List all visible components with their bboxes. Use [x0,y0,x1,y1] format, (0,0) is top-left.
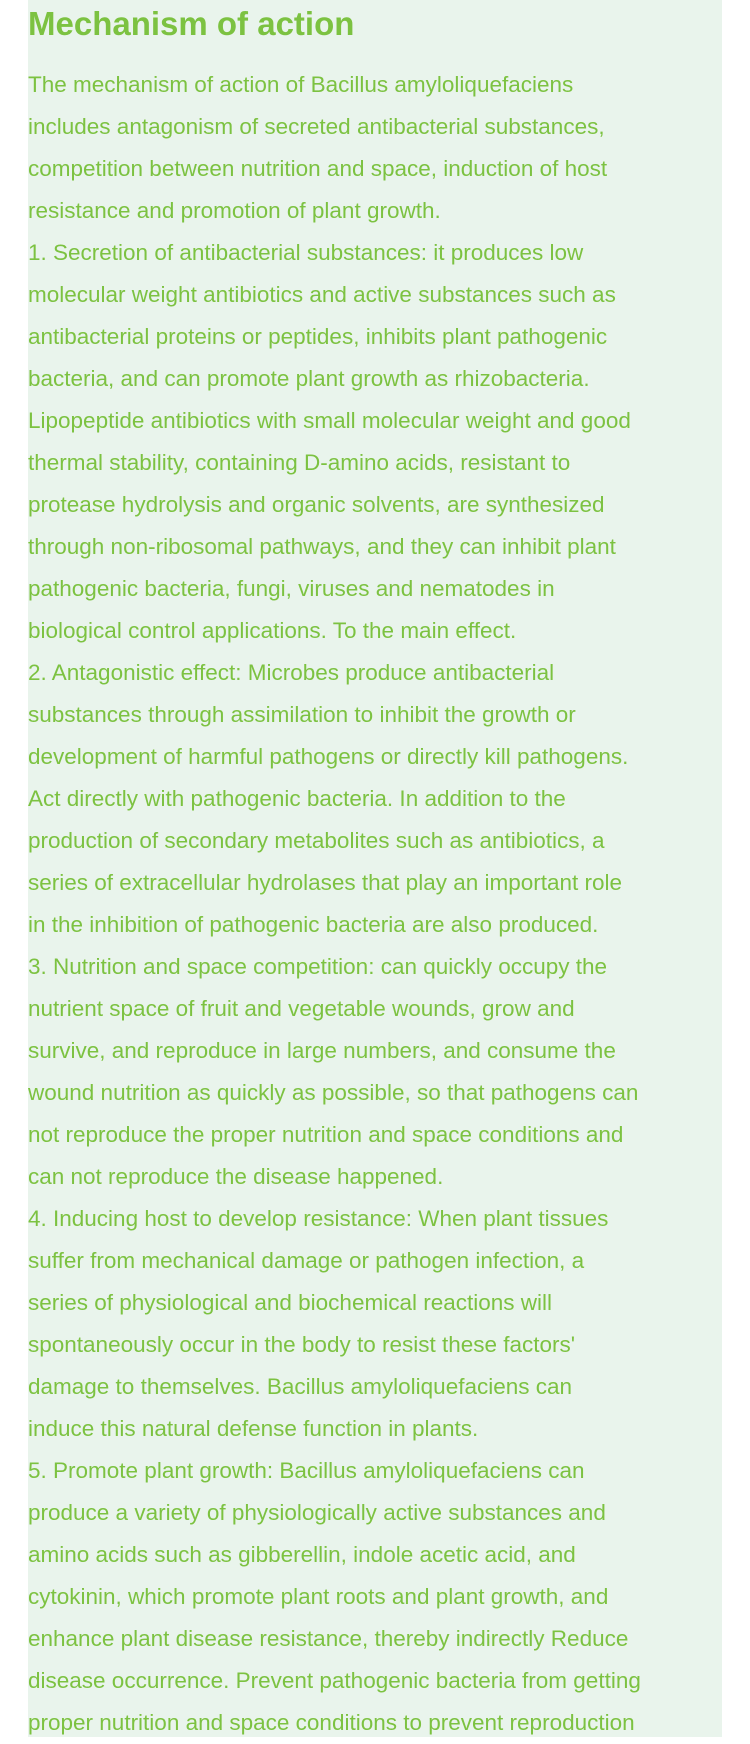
body-line: enhance plant disease resistance, thereby indirectly Reduce [28,1626,629,1651]
body-line: bacteria, and can promote plant growth as rhizobacteria. [28,366,590,391]
body-line: through non-ribosomal pathways, and they can inhibit plant [28,534,616,559]
body-line: protease hydrolysis and organic solvents, are synthesized [28,492,605,517]
body-line: can not reproduce the disease happened. [28,1164,444,1189]
body-line: disease occurrence. Prevent pathogenic bacteria from getting [28,1668,641,1693]
body-line: pathogenic bacteria, fungi, viruses and nematodes in [28,576,555,601]
body-line: antibacterial proteins or peptides, inhibits plant pathogenic [28,324,608,349]
body-line: proper nutrition and space conditions to prevent reproduction [28,1710,635,1735]
body-line: includes antagonism of secreted antibacterial substances, [28,114,605,139]
body-line: cytokinin, which promote plant roots and plant growth, and [28,1584,609,1609]
body-line: development of harmful pathogens or directly kill pathogens. [28,744,629,769]
body-line: 4. Inducing host to develop resistance: When plant tissues [28,1206,609,1231]
body-line: survive, and reproduce in large numbers, and consume the [28,1038,616,1063]
body-line: induce this natural defense function in plants. [28,1416,479,1441]
body-line: competition between nutrition and space, induction of host [28,156,608,181]
body-line: production of secondary metabolites such as antibiotics, a [28,828,605,853]
body-line: 2. Antagonistic effect: Microbes produce antibacterial [28,660,555,685]
body-line: 1. Secretion of antibacterial substances: it produces low [28,240,584,265]
body-line: 5. Promote plant growth: Bacillus amyloliquefaciens can [28,1458,585,1483]
body-line: not reproduce the proper nutrition and space conditions and [28,1122,624,1147]
body-line: The mechanism of action of Bacillus amyloliquefaciens [28,72,574,97]
body-line: thermal stability, containing D-amino acids, resistant to [28,450,571,475]
article-title: Mechanism of action [28,5,355,42]
body-line: series of physiological and biochemical reactions will [28,1290,553,1315]
body-line: Lipopeptide antibiotics with small molecular weight and good [28,408,631,433]
body-line: molecular weight antibiotics and active substances such as [28,282,616,307]
body-line: damage to themselves. Bacillus amyloliquefaciens can [28,1374,573,1399]
body-line: substances through assimilation to inhibit the growth or [28,702,576,727]
body-line: biological control applications. To the main effect. [28,618,517,643]
body-line: series of extracellular hydrolases that play an important role [28,870,623,895]
body-line: nutrient space of fruit and vegetable wounds, grow and [28,996,575,1021]
body-line: produce a variety of physiologically active substances and [28,1500,606,1525]
body-line: Act directly with pathogenic bacteria. In addition to the [28,786,566,811]
body-line: 3. Nutrition and space competition: can quickly occupy the [28,954,608,979]
body-line: suffer from mechanical damage or pathogen infection, a [28,1248,585,1273]
body-line: in the inhibition of pathogenic bacteria are also produced. [28,912,599,937]
article-body [28,48,750,1744]
article [28,0,750,1744]
body-line: spontaneously occur in the body to resist these factors' [28,1332,576,1357]
body-line: resistance and promotion of plant growth. [28,198,441,223]
body-line: wound nutrition as quickly as possible, so that pathogens can [28,1080,639,1105]
body-line: amino acids such as gibberellin, indole acetic acid, and [28,1542,576,1567]
